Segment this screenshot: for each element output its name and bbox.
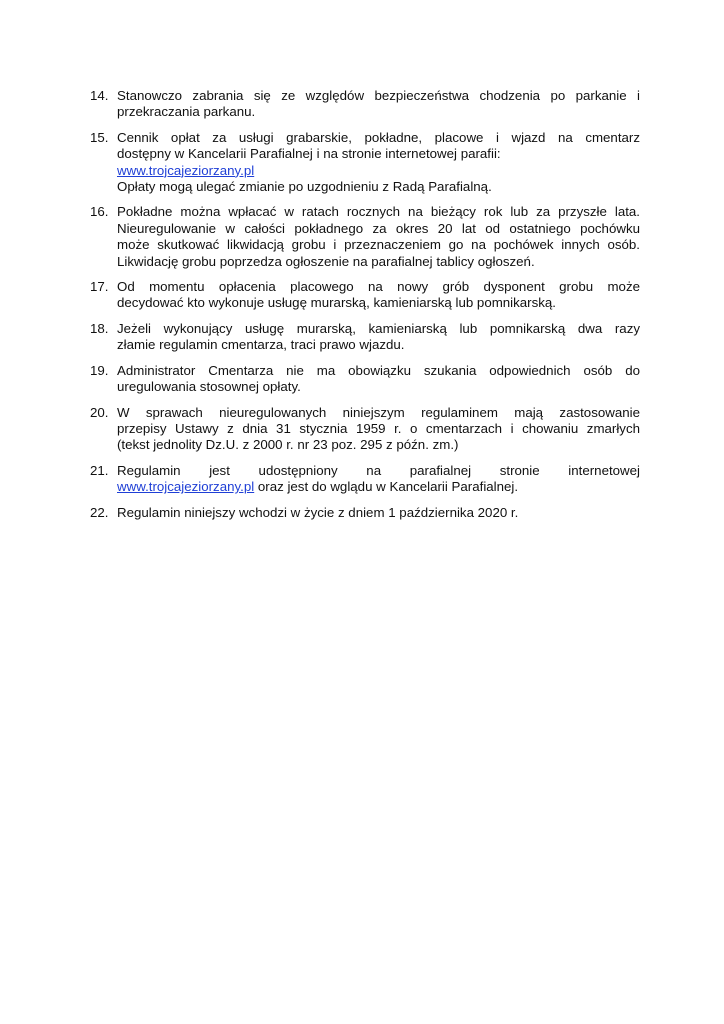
parish-website-link[interactable]: www.trojcajeziorzany.pl bbox=[117, 162, 255, 178]
item-number: 22. bbox=[90, 504, 109, 520]
text-line: może skutkować likwidacją grobu i przeznaczeniem go na pochówek innych osób. bbox=[117, 237, 640, 253]
item-number: 18. bbox=[90, 320, 109, 336]
text-line: przekraczania parkanu. bbox=[117, 104, 256, 120]
item-number: 17. bbox=[90, 279, 109, 295]
item-text bbox=[117, 204, 640, 270]
item-number: 20. bbox=[90, 404, 109, 420]
item-text bbox=[117, 321, 640, 354]
list-item-17 bbox=[90, 279, 640, 312]
text-line: Administrator Cmentarza nie ma obowiązku szukania odpowiednich osób do bbox=[117, 362, 640, 378]
item-text bbox=[117, 279, 640, 312]
text-line: (tekst jednolity Dz.U. z 2000 r. nr 23 poz. 295 z późn. zm.) bbox=[117, 437, 459, 453]
item-text bbox=[117, 405, 640, 454]
text-line: W sprawach nieuregulowanych niniejszym regulaminem mają zastosowanie bbox=[117, 404, 640, 420]
item-text bbox=[117, 463, 640, 496]
list-item-22 bbox=[90, 505, 640, 521]
text-line: przepisy Ustawy z dnia 31 stycznia 1959 r. o cmentarzach i chowaniu zmarłych bbox=[117, 420, 640, 436]
text-fragment: oraz jest do wglądu w Kancelarii Parafialnej. bbox=[254, 479, 519, 495]
text-line: Likwidację grobu poprzedza ogłoszenie na parafialnej tablicy ogłoszeń. bbox=[117, 253, 535, 269]
item-number: 19. bbox=[90, 362, 109, 378]
list-item-15 bbox=[90, 130, 640, 196]
item-number: 21. bbox=[90, 462, 109, 478]
list-item-20 bbox=[90, 405, 640, 454]
item-text bbox=[117, 88, 640, 121]
item-text bbox=[117, 505, 640, 521]
text-line: Cennik opłat za usługi grabarskie, pokładne, placowe i wjazd na cmentarz bbox=[117, 129, 640, 145]
text-line bbox=[117, 479, 640, 495]
list-item-18 bbox=[90, 321, 640, 354]
item-number: 14. bbox=[90, 88, 109, 103]
text-line bbox=[117, 163, 640, 179]
regulations-list bbox=[90, 88, 640, 530]
text-line: Jeżeli wykonujący usługę murarską, kamieniarską lub pomnikarską dwa razy bbox=[117, 320, 640, 336]
item-number: 15. bbox=[90, 129, 109, 145]
list-item-14 bbox=[90, 88, 640, 121]
text-line: Regulamin jest udostępniony na parafialnej stronie internetowej bbox=[117, 462, 640, 478]
item-text bbox=[117, 363, 640, 396]
item-text bbox=[117, 130, 640, 196]
item-number: 16. bbox=[90, 204, 109, 220]
parish-website-link[interactable]: www.trojcajeziorzany.pl bbox=[117, 479, 255, 495]
text-line: złamie regulamin cmentarza, traci prawo wjazdu. bbox=[117, 337, 405, 353]
list-item-21 bbox=[90, 463, 640, 496]
text-line: decydować kto wykonuje usługę murarską, kamieniarską lub pomnikarską. bbox=[117, 295, 556, 311]
list-item-19 bbox=[90, 363, 640, 396]
text-line: uregulowania stosownej opłaty. bbox=[117, 379, 301, 395]
text-line: dostępny w Kancelarii Parafialnej i na stronie internetowej parafii: bbox=[117, 146, 501, 162]
text-line: Od momentu opłacenia placowego na nowy grób dysponent grobu może bbox=[117, 279, 640, 295]
text-line: Regulamin niniejszy wchodzi w życie z dniem 1 października 2020 r. bbox=[117, 504, 519, 520]
list-item-16 bbox=[90, 204, 640, 270]
text-line: Nieuregulowanie w całości pokładnego za okres 20 lat od ostatniego pochówku bbox=[117, 220, 640, 236]
text-line: Opłaty mogą ulegać zmianie po uzgodnieniu z Radą Parafialną. bbox=[117, 179, 492, 195]
text-line: Stanowczo zabrania się ze względów bezpieczeństwa chodzenia po parkanie i bbox=[117, 88, 640, 103]
text-line: Pokładne można wpłacać w ratach rocznych na bieżący rok lub za przyszłe lata. bbox=[117, 204, 640, 220]
